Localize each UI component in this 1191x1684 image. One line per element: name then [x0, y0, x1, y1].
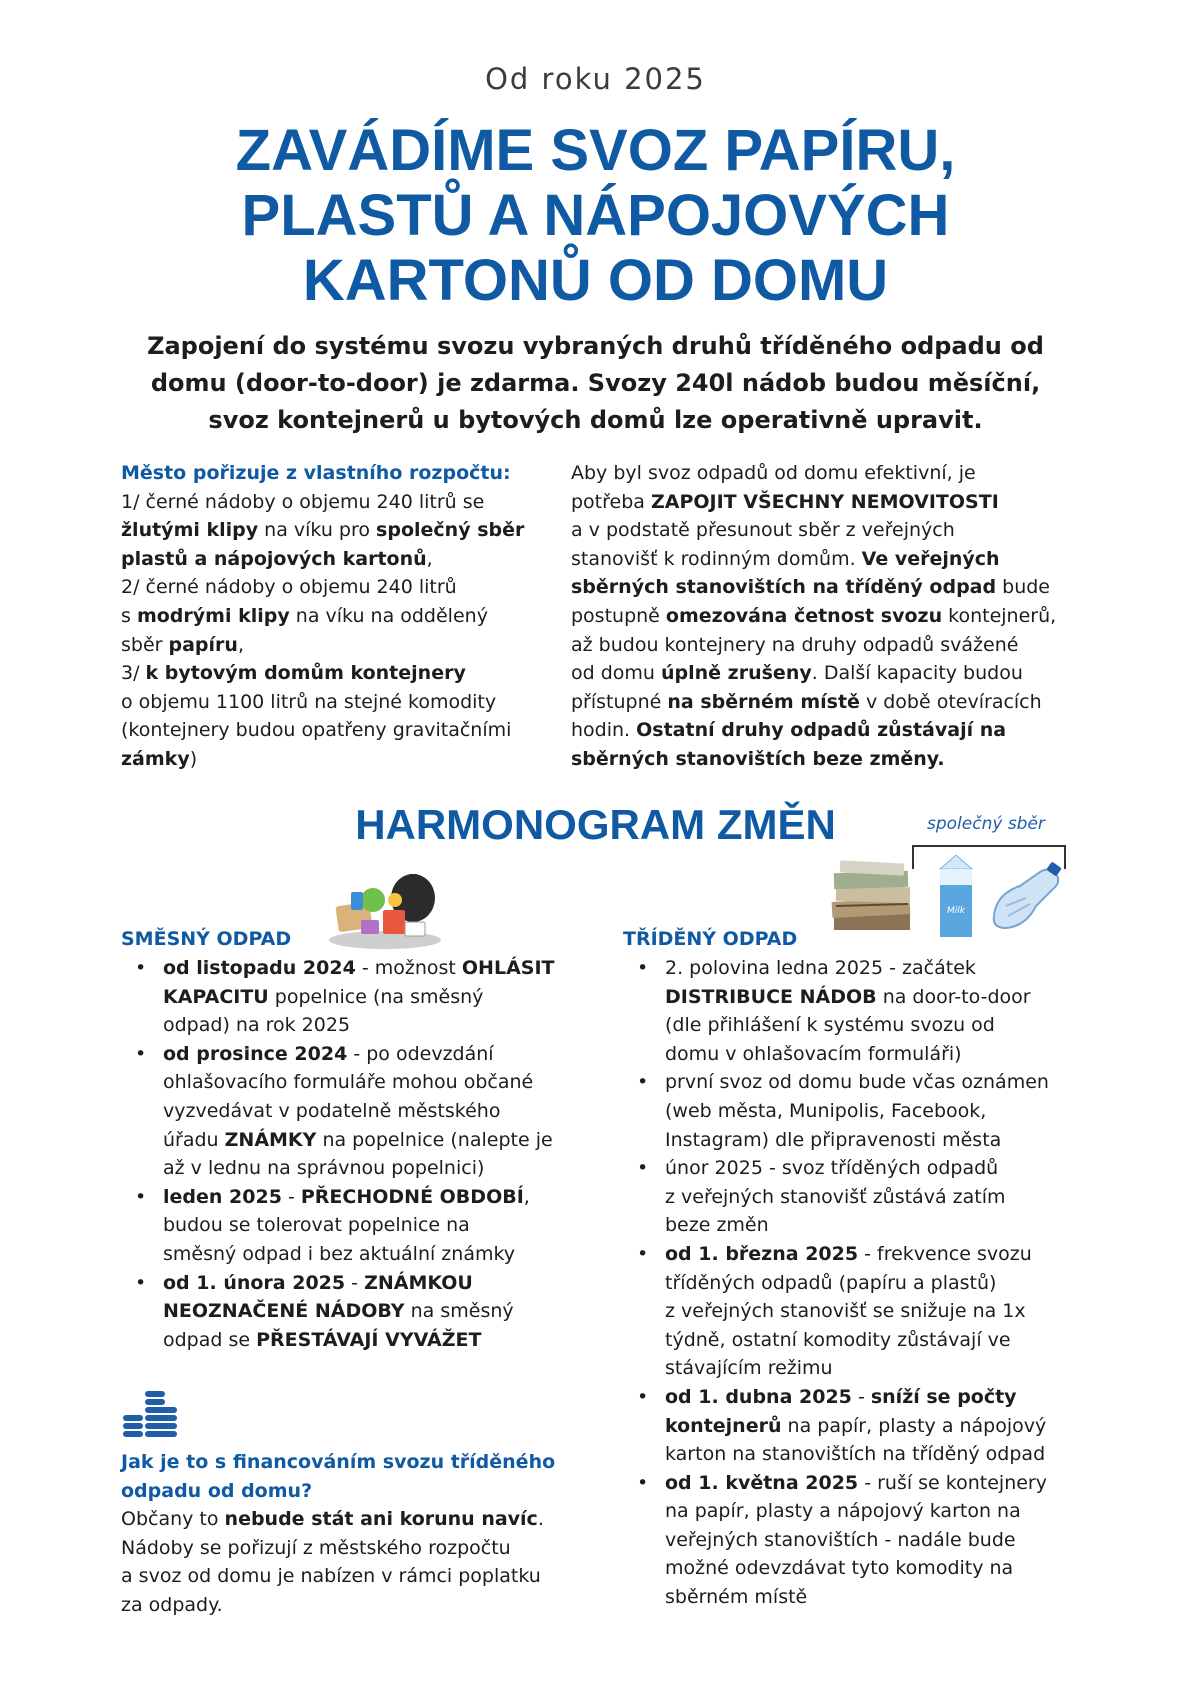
item-line: [163, 954, 601, 983]
item-line: odpad) na rok 2025: [163, 1014, 351, 1037]
item-line: [665, 1383, 1143, 1412]
emph: kontejnerů: [665, 1414, 782, 1437]
list-item: [121, 1269, 601, 1355]
intro-line: (kontejnery budou opatřeny gravitačními: [121, 719, 512, 742]
emph: žlutými klipy: [121, 519, 259, 542]
plastic-bottle-icon: [986, 856, 1066, 936]
item-line: směsný odpad i bez aktuální známky: [163, 1242, 516, 1265]
left-intro-heading: Město pořizuje z vlastního rozpočtu:: [121, 462, 511, 484]
intro-line: o objemu 1100 litrů na stejné komodity: [121, 690, 497, 713]
emph: od 1. dubna 2025: [665, 1385, 852, 1408]
text: bude: [996, 576, 1051, 599]
item-line: veřejných stanovištích - nadále bude: [665, 1528, 1016, 1551]
emph: Ve veřejných: [861, 547, 1000, 570]
intro-line: [571, 488, 1091, 517]
finance-heading: Jak je to s financováním svozu tříděného: [121, 1451, 556, 1473]
list-item: [623, 1240, 1143, 1383]
item-line: [163, 1183, 601, 1212]
emph: DISTRIBUCE NÁDOB: [665, 985, 877, 1008]
emph: omezována četnost svozu: [665, 604, 943, 627]
text: Občany to: [121, 1508, 225, 1531]
finance-heading: odpadu od domu?: [121, 1479, 313, 1502]
emph: ZNÁMKOU: [364, 1271, 473, 1294]
text: ): [189, 747, 198, 770]
item-line: [665, 983, 1143, 1012]
emph: ZAPOJIT VŠECHNY NEMOVITOSTI: [650, 490, 999, 513]
item-line: stávajícím režimu: [665, 1357, 833, 1380]
title-line: ZAVÁDÍME SVOZ PAPÍRU,: [235, 118, 956, 183]
list-item: [623, 1154, 1143, 1240]
intro-line: 1/ černé nádoby o objemu 240 litrů se: [121, 490, 485, 513]
intro-line: až budou kontejnery na druhy odpadů svážené: [571, 633, 1019, 656]
emph: plastů a nápojových kartonů: [121, 547, 427, 570]
item-line: týdně, ostatní komodity zůstávají ve: [665, 1328, 1011, 1351]
emph: PŘECHODNÉ OBDOBÍ: [300, 1185, 524, 1208]
svg-text:Milk: Milk: [947, 906, 965, 916]
lead-paragraph: [0, 328, 1191, 439]
item-line: (web města, Munipolis, Facebook,: [665, 1099, 987, 1122]
text: na víku pro: [258, 519, 377, 542]
item-line: • první svoz od domu bude včas oznámen: [665, 1071, 1049, 1094]
intro-line: [571, 659, 1091, 688]
text: hodin.: [571, 719, 637, 742]
intro-line: [571, 688, 1091, 717]
item-line: • 2. polovina ledna 2025 - začátek: [665, 957, 976, 979]
item-line: [163, 1326, 601, 1355]
emph: sběrných stanovištích beze změny.: [571, 747, 945, 770]
finance-line: a svoz od domu je nabízen v rámci poplatku: [121, 1565, 541, 1588]
item-line: [163, 1040, 601, 1069]
emph: od 1. února 2025: [163, 1271, 346, 1294]
item-line: vyzvedávat v podatelně městského: [163, 1099, 501, 1122]
text: na papír, plasty a nápojový: [781, 1414, 1047, 1437]
text: - frekvence svozu: [858, 1242, 1032, 1265]
emph: od 1. března 2025: [665, 1242, 859, 1265]
intro-line: [571, 602, 1091, 631]
text: přístupné: [571, 690, 668, 713]
item-line: tříděných odpadů (papíru a plastů): [665, 1271, 997, 1294]
text: -: [345, 1271, 365, 1294]
text: na popelnice (nalepte je: [316, 1128, 553, 1151]
lead-line: svoz kontejnerů u bytových domů lze operativně upravit.: [208, 406, 983, 434]
emph: od listopadu 2024: [163, 957, 356, 979]
item-line: (dle přihlášení k systému svozu od: [665, 1014, 995, 1037]
text: ,: [426, 547, 433, 570]
emph: úplně zrušeny: [661, 662, 812, 685]
harmonogram-title: HARMONOGRAM ZMĚN: [355, 801, 836, 848]
sorted-waste-list: [623, 954, 1143, 1612]
text: sběr: [121, 633, 169, 656]
mixed-waste-list: [121, 954, 601, 1354]
intro-line: 2/ černé nádoby o objemu 240 litrů: [121, 576, 457, 599]
text: . Další kapacity budou: [811, 662, 1023, 685]
lead-line: domu (door-to-door) je zdarma. Svozy 240l nádob budou měsíční,: [150, 369, 1041, 397]
emph: modrými klipy: [136, 604, 290, 627]
emph: sběrných stanovištích na tříděný odpad: [571, 576, 997, 599]
emph: ZNÁMKY: [224, 1128, 317, 1151]
item-line: beze změn: [665, 1214, 769, 1237]
emph: na sběrném místě: [667, 690, 860, 713]
item-line: Instagram) dle připravenosti města: [665, 1128, 1002, 1151]
intro-line: [571, 545, 1091, 574]
item-line: [163, 1126, 601, 1155]
text: stanovišť k rodinným domům.: [571, 547, 862, 570]
list-item: [623, 1068, 1143, 1154]
emph: zámky: [121, 747, 190, 770]
emph: nebude stát ani korunu navíc: [224, 1508, 538, 1531]
intro-line: [121, 659, 561, 688]
emph: OHLÁSIT: [461, 957, 555, 979]
emph: leden 2025: [163, 1185, 282, 1208]
item-line: z veřejných stanovišť zůstává zatím: [665, 1185, 1006, 1208]
page-title: [0, 118, 1191, 313]
list-item: [623, 954, 1143, 1068]
text: -: [281, 1185, 301, 1208]
hand-note: společný sběr: [927, 814, 1045, 834]
emph: od 1. května 2025: [665, 1471, 859, 1494]
intro-line: [571, 716, 1091, 745]
text: postupně: [571, 604, 666, 627]
list-item: [121, 1183, 601, 1269]
coin-stacks-icon: [121, 1385, 179, 1437]
item-line: na papír, plasty a nápojový karton na: [665, 1500, 1021, 1523]
intro-line: [121, 516, 561, 545]
lead-line: Zapojení do systému svozu vybraných druhů tříděného odpadu od: [147, 332, 1044, 360]
intro-line: [121, 602, 561, 631]
item-line: • únor 2025 - svoz tříděných odpadů: [665, 1157, 999, 1180]
list-item: [623, 1469, 1143, 1612]
text: úřadu: [163, 1128, 225, 1151]
emph: společný sběr: [376, 519, 525, 542]
text: ,: [237, 633, 244, 656]
text: v době otevíracích: [859, 690, 1042, 713]
left-intro: [121, 459, 561, 774]
text: na směsný: [404, 1300, 514, 1323]
right-intro: [571, 459, 1091, 774]
item-line: z veřejných stanovišť se snižuje na 1x: [665, 1300, 1026, 1323]
item-line: [163, 983, 601, 1012]
text: - možnost: [355, 957, 462, 979]
list-item: [623, 1383, 1143, 1469]
item-line: [665, 1412, 1143, 1441]
item-line: karton na stanovištích na tříděný odpad: [665, 1443, 1046, 1466]
emph: k bytovým domům kontejnery: [145, 662, 466, 685]
text: odpad se: [163, 1328, 257, 1351]
text: potřeba: [571, 490, 651, 513]
text: - po odevzdání: [347, 1042, 494, 1065]
text: od domu: [571, 662, 661, 685]
intro-line: [121, 745, 561, 774]
emph: od prosince 2024: [163, 1042, 348, 1065]
title-line: PLASTŮ A NÁPOJOVÝCH: [241, 183, 950, 248]
milk-carton-icon: [932, 851, 980, 941]
emph: NEOZNAČENÉ NÁDOBY: [163, 1300, 405, 1323]
emph: sníží se počty: [870, 1385, 1017, 1408]
text: -: [851, 1385, 871, 1408]
item-line: budou se tolerovat popelnice na: [163, 1214, 470, 1237]
sorted-waste-heading: TŘÍDĚNÝ ODPAD: [623, 928, 798, 950]
emph: PŘESTÁVAJÍ VYVÁŽET: [256, 1328, 482, 1351]
text: ,: [523, 1185, 530, 1208]
intro-line: [571, 745, 1091, 774]
intro-line: [571, 573, 1091, 602]
item-line: [163, 1269, 601, 1298]
text: s: [121, 604, 137, 627]
emph: Ostatní druhy odpadů zůstávají na: [636, 719, 1007, 742]
intro-line: [121, 631, 561, 660]
kicker-text: Od roku 2025: [485, 62, 706, 96]
item-line: [665, 1469, 1143, 1498]
text: .: [537, 1508, 544, 1531]
item-line: až v lednu na správnou popelnici): [163, 1157, 485, 1180]
finance-line: za odpady.: [121, 1593, 223, 1616]
item-line: domu v ohlašovacím formuláři): [665, 1042, 962, 1065]
text: 3/: [121, 662, 146, 685]
text: na door-to-door: [876, 985, 1031, 1008]
text: na víku na oddělený: [289, 604, 488, 627]
finance-line: Nádoby se pořizují z městského rozpočtu: [121, 1536, 511, 1559]
list-item: [121, 1040, 601, 1183]
item-line: sběrném místě: [665, 1586, 808, 1609]
emph: papíru: [168, 633, 238, 656]
item-line: [163, 1297, 601, 1326]
emph: KAPACITU: [163, 985, 269, 1008]
paper-stack-icon: [828, 858, 916, 938]
intro-line: Aby byl svoz odpadů od domu efektivní, je: [571, 462, 976, 484]
finance-line: [121, 1505, 601, 1534]
text: popelnice (na směsný: [268, 985, 484, 1008]
item-line: ohlašovacího formuláře mohou občané: [163, 1071, 534, 1094]
text: kontejnerů,: [942, 604, 1057, 627]
item-line: možné odevzdávat tyto komodity na: [665, 1557, 1014, 1580]
mixed-waste-heading: SMĚSNÝ ODPAD: [121, 928, 292, 950]
intro-line: [121, 545, 561, 574]
title-line: KARTONŮ OD DOMU: [302, 248, 889, 313]
intro-line: a v podstatě přesunout sběr z veřejných: [571, 519, 955, 542]
mixed-waste-pile-icon: [325, 870, 445, 950]
item-line: [665, 1240, 1143, 1269]
finance-block: [121, 1448, 601, 1620]
text: - ruší se kontejnery: [858, 1471, 1047, 1494]
list-item: [121, 954, 601, 1040]
